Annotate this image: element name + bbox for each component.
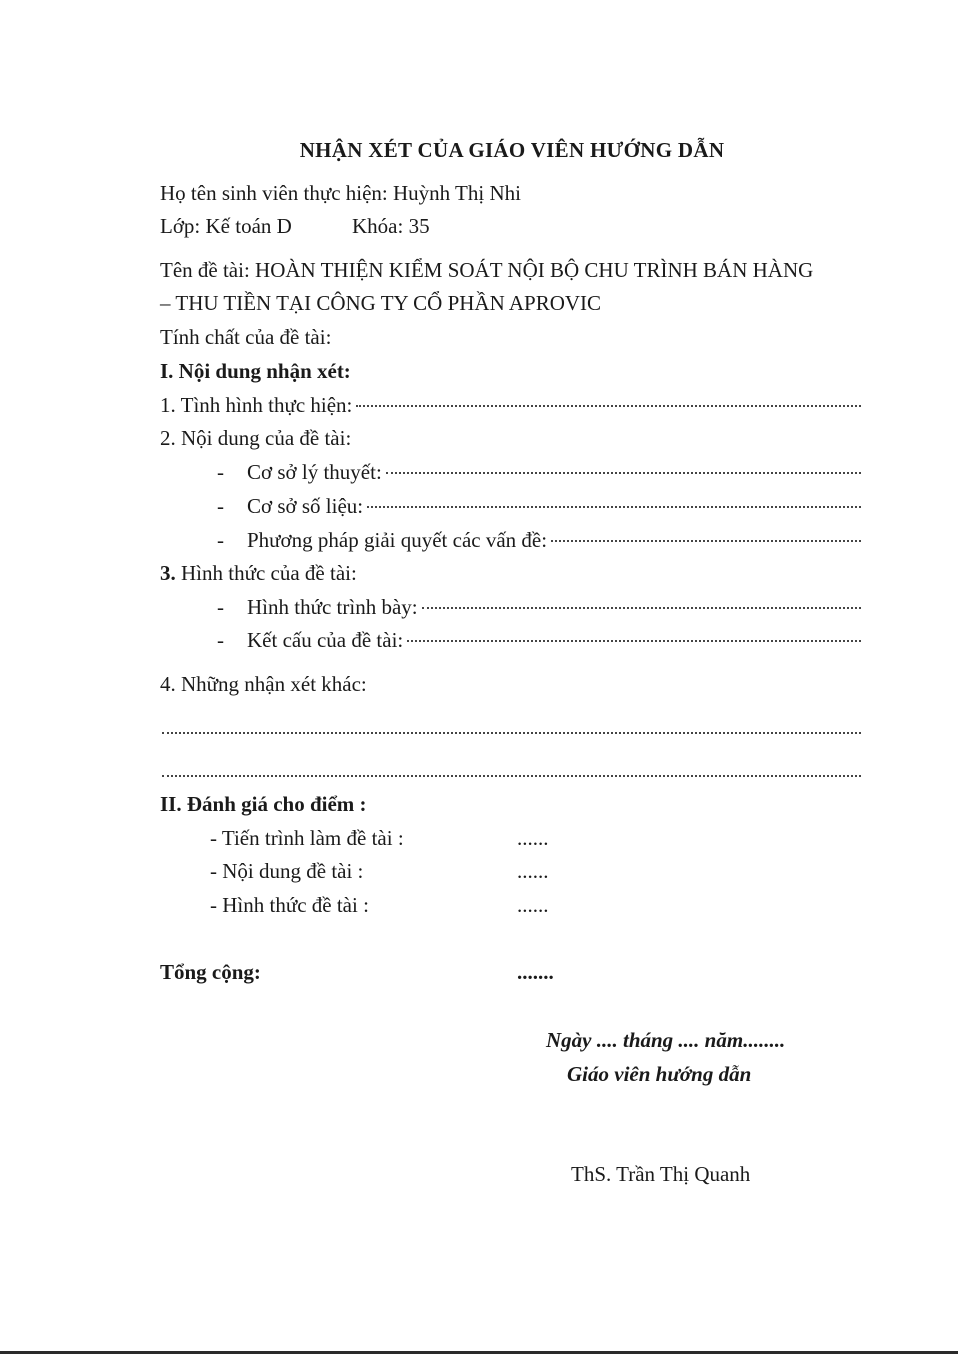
topic-line-2: – THU TIỀN TẠI CÔNG TY CỔ PHẦN APROVIC bbox=[160, 291, 602, 315]
bullet: - bbox=[217, 460, 224, 484]
score-form-value: ...... bbox=[517, 893, 549, 917]
dotted-line bbox=[356, 405, 861, 407]
item-content-label: 2. Nội dung của đề tài: bbox=[160, 426, 352, 450]
bullet: - bbox=[217, 528, 224, 552]
student-name: Họ tên sinh viên thực hiện: Huỳnh Thị Nhi bbox=[160, 181, 521, 205]
sub-method-row bbox=[217, 527, 861, 553]
dotted-line bbox=[386, 472, 861, 474]
sub-theory-row bbox=[217, 459, 861, 485]
score-content-label: - Nội dung đề tài : bbox=[210, 859, 364, 883]
item-form-row bbox=[160, 560, 357, 586]
sub-structure-row bbox=[217, 627, 861, 653]
item-progress-label: 1. Tình hình thực hiện: bbox=[160, 393, 353, 417]
dotted-line bbox=[551, 540, 861, 542]
dotted-line bbox=[407, 640, 861, 642]
student-class: Lớp: Kế toán D bbox=[160, 214, 292, 238]
signature-name: ThS. Trần Thị Quanh bbox=[571, 1162, 751, 1186]
sub-data-label: Cơ sở số liệu: bbox=[247, 494, 364, 518]
document-title: NHẬN XÉT CỦA GIÁO VIÊN HƯỚNG DẪN bbox=[299, 138, 725, 162]
section1-heading: I. Nội dung nhận xét: bbox=[160, 359, 351, 383]
score-form-label: - Hình thức đề tài : bbox=[210, 893, 369, 917]
bullet: - bbox=[217, 494, 224, 518]
dotted-line bbox=[367, 506, 861, 508]
dotted-line bbox=[162, 775, 861, 777]
total-label: Tổng cộng: bbox=[160, 960, 261, 984]
score-progress-value: ...... bbox=[517, 826, 549, 850]
score-progress-label: - Tiến trình làm đề tài : bbox=[210, 826, 404, 850]
sub-data-row bbox=[217, 493, 861, 519]
score-content-value: ...... bbox=[517, 859, 549, 883]
dotted-line bbox=[162, 732, 861, 734]
sub-theory-label: Cơ sở lý thuyết: bbox=[247, 460, 382, 484]
bullet: - bbox=[217, 628, 224, 652]
sub-method-label: Phương pháp giải quyết các vấn đề: bbox=[247, 528, 548, 552]
item-other-label: 4. Những nhận xét khác: bbox=[160, 672, 367, 696]
signature-role: Giáo viên hướng dẫn bbox=[567, 1062, 752, 1086]
sub-structure-label: Kết cấu của đề tài: bbox=[247, 628, 404, 652]
bullet: - bbox=[217, 595, 224, 619]
section2-heading: II. Đánh giá cho điểm : bbox=[160, 792, 367, 816]
item-form-number: 3. bbox=[160, 561, 176, 585]
sub-presentation-label: Hình thức trình bày: bbox=[247, 595, 418, 619]
signature-date: Ngày .... tháng .... năm........ bbox=[546, 1028, 786, 1052]
item-progress-row bbox=[160, 392, 861, 418]
total-value: ....... bbox=[517, 960, 554, 984]
dotted-line bbox=[422, 607, 861, 609]
item-form-label: Hình thức của đề tài: bbox=[181, 561, 357, 585]
student-course: Khóa: 35 bbox=[352, 214, 430, 238]
topic-nature: Tính chất của đề tài: bbox=[160, 325, 332, 349]
sub-presentation-row bbox=[217, 594, 861, 620]
topic-line-1: Tên đề tài: HOÀN THIỆN KIỂM SOÁT NỘI BỘ CHU TRÌNH BÁN HÀNG bbox=[160, 258, 814, 282]
